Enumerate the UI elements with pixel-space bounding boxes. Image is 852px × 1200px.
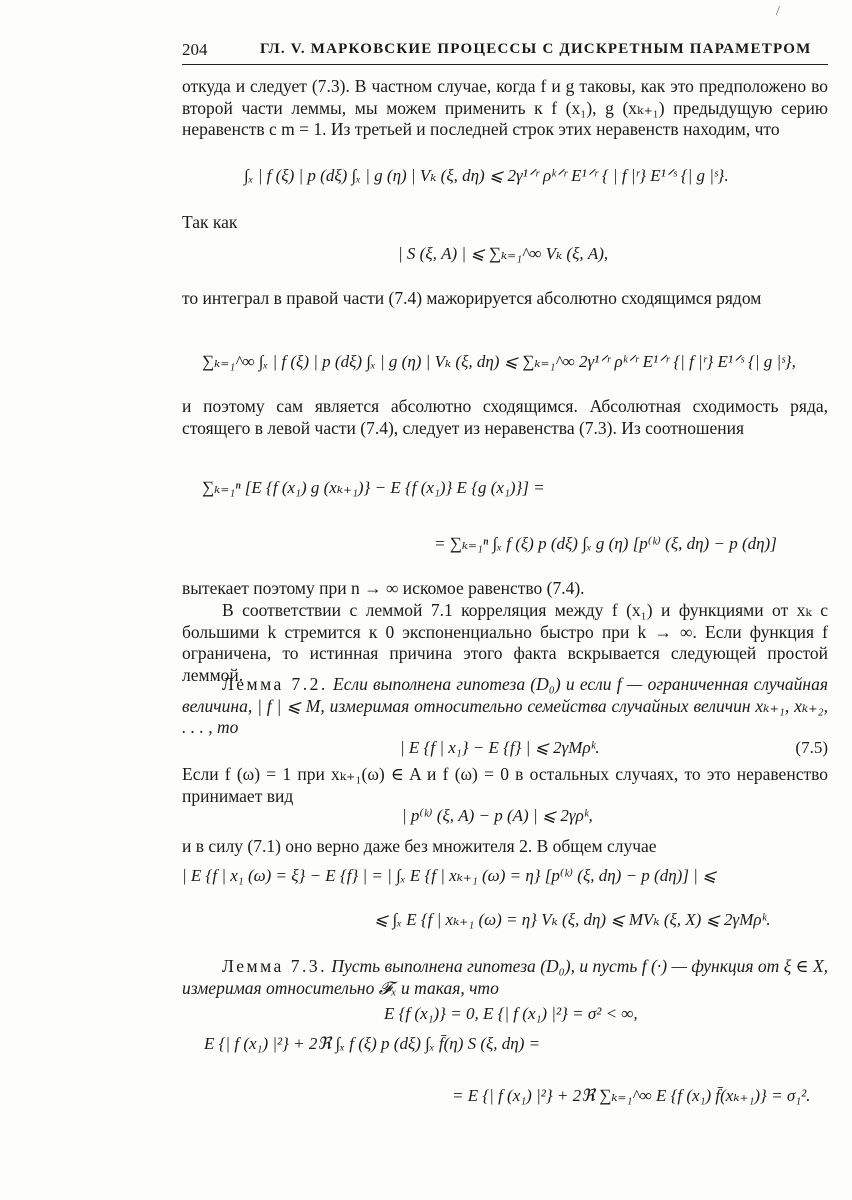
lemma-7-2-statement: Если выполнена гипотеза (D₀) и если f — ограниченная случайная величина, | f | ⩽ M, измеримая относительно семейства случайных величин xₖ₊₁, xₖ₊₂, . . . , то — [182, 674, 829, 737]
lemma-7-3-statement: Пусть выполнена гипотеза (D₀), и пусть f (·) — функция от ξ ∈ X, измеримая относительно 𝓕ₓ и такая, что — [182, 956, 829, 998]
running-header — [182, 38, 828, 65]
running-title: ГЛ. V. МАРКОВСКИЕ ПРОЦЕССЫ С ДИСКРЕТНЫМ ПАРАМЕТРОМ — [260, 41, 812, 57]
equation-4a: ∑ₖ₌₁ⁿ [E {f (x₁) g (xₖ₊₁)} − E {f (x₁)} E {g (x₁)}] = — [202, 478, 545, 497]
equation-7b: ⩽ ∫ₓ E {f | xₖ₊₁ (ω) = η} Vₖ (ξ, dη) ⩽ MVₖ (ξ, X) ⩽ 2γMρᵏ. — [374, 910, 771, 929]
page-number: 204 — [182, 40, 208, 59]
paragraph-3: то интеграл в правой части (7.4) мажорируется абсолютно сходящимся рядом — [182, 288, 762, 308]
paragraph-7: Если f (ω) = 1 при xₖ₊₁(ω) ∈ A и f (ω) = 0 в остальных случаях, то это неравенство принимает вид — [182, 764, 828, 806]
equation-8c: = E {| f (x₁) |²} + 2ℜ ∑ₖ₌₁^∞ E {f (x₁) f̄(xₖ₊₁)} = σ₁². — [452, 1086, 811, 1105]
equation-6: | p⁽ᵏ⁾ (ξ, A) − p (A) | ⩽ 2γρᵏ, — [402, 806, 593, 825]
equation-2: | S (ξ, A) | ⩽ ∑ₖ₌₁^∞ Vₖ (ξ, A), — [398, 244, 609, 263]
lemma-7-2-heading: Лемма 7.2. — [222, 674, 328, 694]
paragraph-6: В соответствии с леммой 7.1 корреляция между f (x₁) и функциями от xₖ с большими k стремится к 0 экспоненциально быстро при k → ∞. Если функция f ограничена, то истинная причина этого факта вскрывается следующей простой леммой. — [182, 600, 828, 685]
paragraph-4: и поэтому сам является абсолютно сходящимся. Абсолютная сходимость ряда, стоящего в левой части (7.4), следует из неравенства (7.3). Из соотношения — [182, 396, 828, 438]
equation-4b: = ∑ₖ₌₁ⁿ ∫ₓ f (ξ) p (dξ) ∫ₓ g (η) [p⁽ᵏ⁾ (ξ, dη) − p (dη)] — [434, 534, 777, 553]
equation-5-number: (7.5) — [795, 738, 828, 757]
paragraph-1: откуда и следует (7.3). В частном случае, когда f и g таковы, как это предположено во второй части леммы, мы можем применить к f (x₁), g (xₖ₊₁) предыдущую серию неравенств с m = 1. Из третьей и последней строк этих неравенств находим, что — [182, 76, 828, 139]
equation-1: ∫ₓ | f (ξ) | p (dξ) ∫ₓ | g (η) | Vₖ (ξ, dη) ⩽ 2γ¹ᐟʳ ρᵏᐟʳ E¹ᐟʳ { | f |ʳ} E¹ᐟˢ {| g |ˢ}. — [244, 166, 729, 185]
lemma-7-2 — [182, 674, 828, 739]
stray-mark: / — [776, 4, 780, 19]
equation-8b: E {| f (x₁) |²} + 2ℜ ∫ₓ f (ξ) p (dξ) ∫ₓ f̄(η) S (ξ, dη) = — [204, 1034, 541, 1053]
paragraph-2: Так как — [182, 212, 238, 232]
paragraph-5: вытекает поэтому при n → ∞ искомое равенство (7.4). — [182, 578, 585, 598]
paragraph-8: и в силу (7.1) оно верно даже без множителя 2. В общем случае — [182, 836, 657, 856]
equation-3: ∑ₖ₌₁^∞ ∫ₓ | f (ξ) | p (dξ) ∫ₓ | g (η) | Vₖ (ξ, dη) ⩽ ∑ₖ₌₁^∞ 2γ¹ᐟʳ ρᵏᐟʳ E¹ᐟʳ {| f |ʳ} E¹ᐟˢ {| g |ˢ}, — [202, 352, 796, 371]
lemma-7-3 — [182, 956, 828, 999]
equation-7a: | E {f | x₁ (ω) = ξ} − E {f} | = | ∫ₓ E {f | xₖ₊₁ (ω) = η} [p⁽ᵏ⁾ (ξ, dη) − p (dη)] | ⩽ — [182, 866, 717, 885]
equation-8a: E {f (x₁)} = 0, E {| f (x₁) |²} = σ² < ∞, — [384, 1004, 638, 1023]
equation-5: | E {f | x₁} − E {f} | ⩽ 2γMρᵏ. — [400, 738, 600, 757]
lemma-7-3-heading: Лемма 7.3. — [222, 956, 327, 976]
